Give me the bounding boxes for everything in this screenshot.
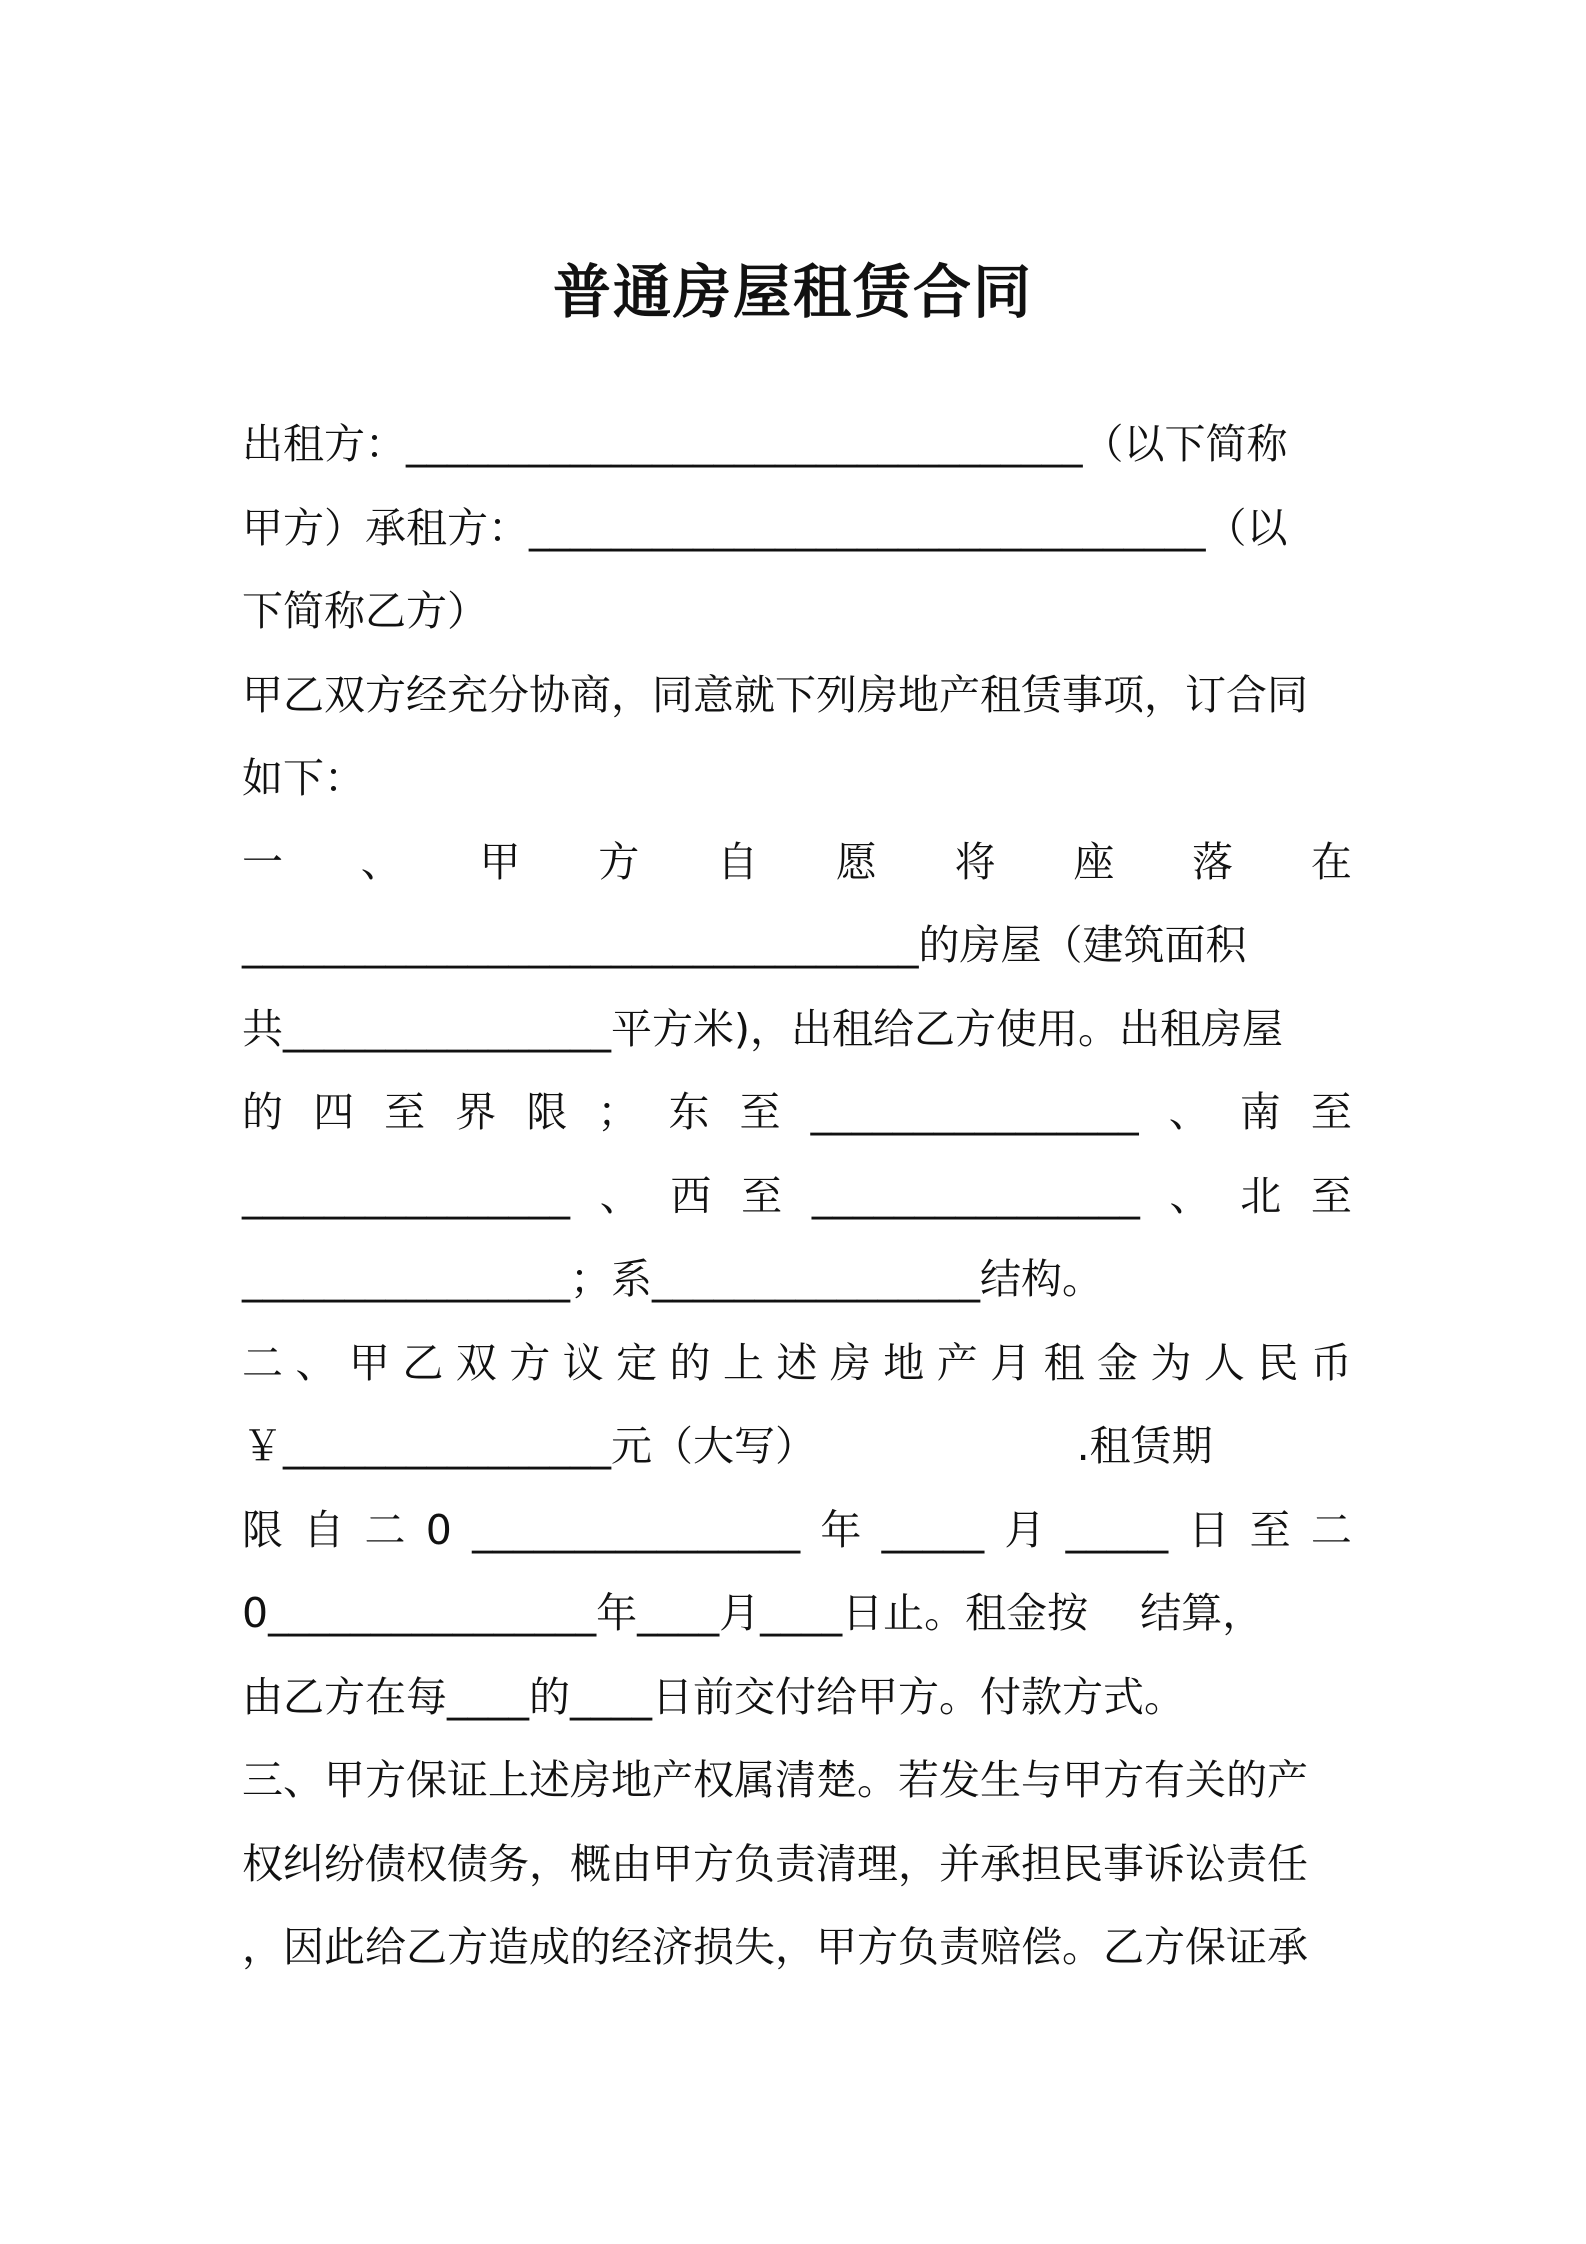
text-segment: ； xyxy=(597,1088,639,1136)
text-segment: 东 xyxy=(668,1088,710,1136)
text-segment: 座 xyxy=(1073,837,1115,886)
text-line: 如下： xyxy=(242,754,365,802)
text-segment: 限 xyxy=(242,1505,283,1554)
text-line-spaced xyxy=(242,1322,1352,1406)
text-segment: 产 xyxy=(936,1338,978,1387)
text-segment: 定 xyxy=(616,1338,658,1387)
text-segment: 北 xyxy=(1240,1171,1282,1220)
text-line: 0________________年____月____日止。租金按 结算， xyxy=(242,1589,1264,1637)
text-line: 甲方）承租方：_________________________________（以 xyxy=(242,503,1288,552)
text-segment: 、 xyxy=(599,1171,641,1220)
text-segment: 二 xyxy=(364,1505,406,1554)
text-segment: 币 xyxy=(1310,1338,1352,1387)
text-line: ________________；系________________结构。 xyxy=(242,1255,1103,1303)
text-segment: 地 xyxy=(883,1338,925,1387)
text-line: ，因此给乙方造成的经济损失，甲方负责赔偿。乙方保证承 xyxy=(242,1923,1308,1971)
text-segment: 、 xyxy=(295,1338,337,1387)
text-segment: _____ xyxy=(881,1505,985,1554)
text-segment: 租 xyxy=(1043,1338,1085,1387)
text-segment: 将 xyxy=(954,837,996,886)
text-segment: 0 xyxy=(425,1505,452,1554)
text-line: _________________________________的房屋（建筑面积 xyxy=(242,921,1247,969)
text-segment: ________________ xyxy=(811,1171,1140,1220)
text-segment: 双 xyxy=(455,1338,497,1387)
text-segment: 方 xyxy=(509,1338,551,1387)
text-segment: 自 xyxy=(303,1505,345,1554)
text-segment: 自 xyxy=(717,837,759,886)
text-segment: 为 xyxy=(1150,1338,1192,1387)
document-title: 普通房屋租赁合同 xyxy=(552,258,1033,326)
text-segment: 甲 xyxy=(348,1338,390,1387)
text-segment: 议 xyxy=(562,1338,604,1387)
text-line: ￥________________元（大写） .租赁期 xyxy=(242,1422,1213,1470)
text-line: 由乙方在每____的____日前交付给甲方。付款方式。 xyxy=(242,1672,1185,1721)
text-segment: 至 xyxy=(1249,1505,1291,1554)
text-segment: 月 xyxy=(1004,1505,1046,1554)
text-line-spaced xyxy=(242,1155,1352,1239)
text-segment: 的 xyxy=(669,1338,711,1387)
text-segment: 方 xyxy=(598,837,640,886)
text-segment: 甲 xyxy=(479,837,521,886)
text-segment: 日 xyxy=(1188,1505,1230,1554)
text-segment: 二 xyxy=(242,1338,283,1387)
text-segment: 至 xyxy=(1310,1088,1352,1136)
text-segment: 二 xyxy=(1310,1505,1352,1554)
text-segment: 金 xyxy=(1097,1338,1138,1387)
text-line: 出租方：_________________________________（以下简称 xyxy=(242,420,1288,468)
text-segment: 西 xyxy=(670,1171,712,1220)
text-segment: 年 xyxy=(820,1505,862,1554)
text-segment: 人 xyxy=(1203,1338,1245,1387)
text-segment: 乙 xyxy=(402,1338,444,1387)
text-segment: ________________ xyxy=(472,1505,801,1554)
text-segment: 、 xyxy=(360,837,402,886)
text-segment: 四 xyxy=(313,1088,355,1136)
text-segment: _____ xyxy=(1065,1505,1169,1554)
text-line-spaced xyxy=(242,1071,1352,1155)
text-segment: 的 xyxy=(242,1088,283,1136)
text-segment: 、 xyxy=(1169,1171,1211,1220)
text-segment: 民 xyxy=(1257,1338,1299,1387)
text-line: 共________________平方米)，出租给乙方使用。出租房屋 xyxy=(242,1004,1283,1053)
text-segment: 、 xyxy=(1168,1088,1210,1136)
text-segment: 一 xyxy=(242,837,283,886)
text-segment: 愿 xyxy=(835,837,877,886)
text-segment: 在 xyxy=(1310,837,1352,886)
text-segment: 至 xyxy=(384,1088,426,1136)
text-line: 下简称乙方） xyxy=(242,587,488,635)
text-segment: 至 xyxy=(741,1171,783,1220)
contract-body xyxy=(242,403,1352,1990)
text-segment: 上 xyxy=(722,1338,764,1387)
text-line-spaced xyxy=(242,1489,1352,1573)
text-segment: 述 xyxy=(776,1338,818,1387)
text-segment: 限 xyxy=(526,1088,568,1136)
text-segment: 至 xyxy=(739,1088,781,1136)
text-segment: ________________ xyxy=(810,1088,1139,1136)
text-segment: 南 xyxy=(1239,1088,1281,1136)
text-line-spaced xyxy=(242,821,1352,905)
text-line: 权纠纷债权债务，概由甲方负责清理，并承担民事诉讼责任 xyxy=(242,1839,1308,1888)
text-segment: 至 xyxy=(1310,1171,1352,1220)
text-segment: 界 xyxy=(455,1088,497,1136)
text-segment: 落 xyxy=(1192,837,1234,886)
text-line: 甲乙双方经充分协商，同意就下列房地产租赁事项，订合同 xyxy=(242,670,1308,719)
text-segment: ________________ xyxy=(242,1171,570,1220)
text-segment: 房 xyxy=(829,1338,871,1387)
text-line: 三、甲方保证上述房地产权属清楚。若发生与甲方有关的产 xyxy=(242,1756,1308,1804)
text-segment: 月 xyxy=(990,1338,1032,1387)
